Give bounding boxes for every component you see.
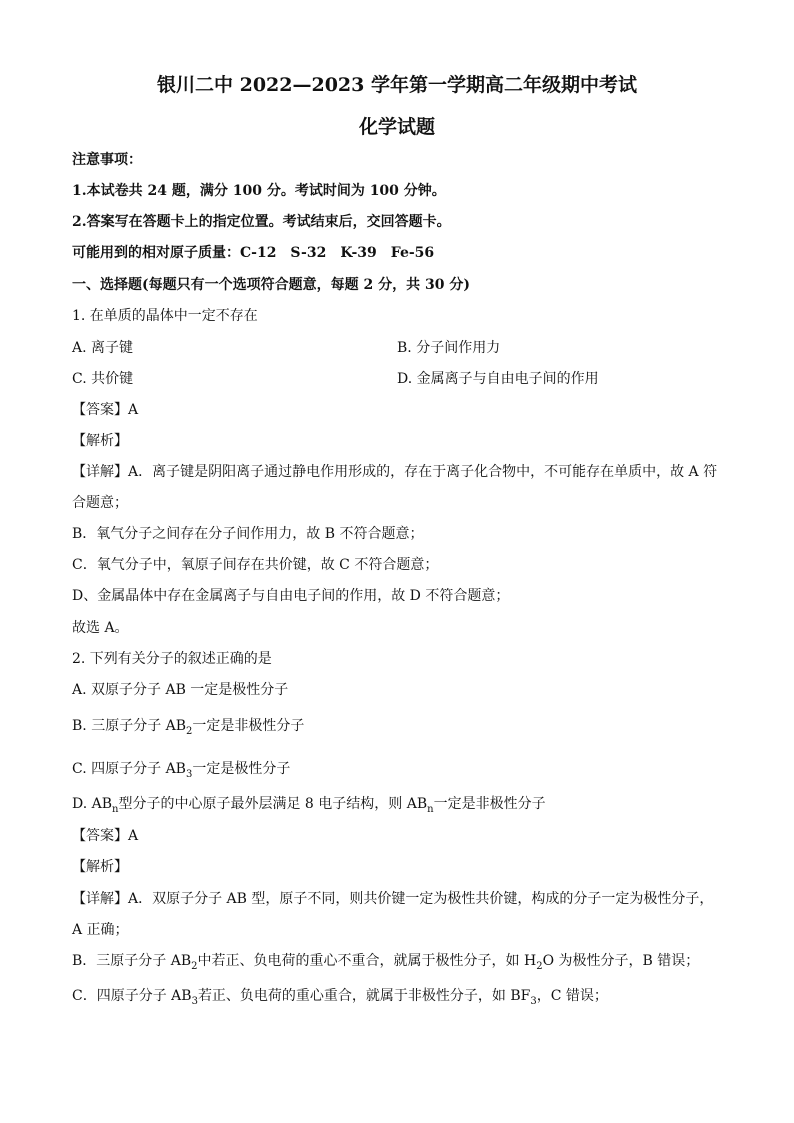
q2-answer: 【答案】A	[72, 828, 139, 844]
q2-detail-c-pre: C．四原子分子 AB	[72, 988, 192, 1004]
q2-detail-1: 【详解】A．双原子分子 AB 型，原子不同，则共价键一定为极性共价键，构成的分子一定为极性分子，	[72, 891, 714, 907]
q1-option-b: B. 分子间作用力	[397, 340, 501, 356]
q2-option-d	[72, 794, 546, 814]
q2-option-d-pre: D. AB	[72, 796, 113, 812]
atomic-masses: 可能用到的相对原子质量：C-12 S-32 K-39 Fe-56	[72, 245, 435, 261]
q1-detail-6: 故选 A。	[72, 620, 129, 636]
q1-detail-2: 合题意；	[72, 495, 128, 511]
q2-option-d-sub: n	[112, 803, 119, 815]
q2-detail-b-post: O 为极性分子，B 错误；	[542, 953, 700, 969]
q2-detail-c-mid: 若正、负电荷的重心重合，就属于非极性分子，如 BF	[197, 988, 531, 1004]
q1-detail-1: 【详解】A．离子键是阴阳离子通过静电作用形成的，存在于离子化合物中，不可能存在单质中，故 A 符	[72, 464, 718, 480]
q2-option-d-post: 一定是非极性分子	[433, 796, 546, 812]
q2-option-b-pre: B. 三原子分子 AB	[72, 718, 187, 734]
q2-option-c-sub: 3	[185, 768, 193, 780]
note-item-1: 1.本试卷共 24 题，满分 100 分。考试时间为 100 分钟。	[72, 183, 446, 199]
q2-option-c-post: 一定是极性分子	[192, 761, 291, 777]
notes-heading: 注意事项：	[72, 152, 142, 168]
q2-detail-b-sub2: 2	[536, 960, 543, 972]
q1-detail-4: C．氧气分子中，氧原子间存在共价键，故 C 不符合题意；	[72, 557, 439, 573]
q2-detail-b-pre: B．三原子分子 AB	[72, 953, 192, 969]
q1-option-d: D. 金属离子与自由电子间的作用	[397, 371, 599, 387]
q1-analysis: 【解析】	[72, 433, 128, 449]
q2-option-d-sub2: n	[427, 803, 434, 815]
q2-detail-c-sub: 3	[191, 995, 198, 1007]
q1-detail-3: B．氧气分子之间存在分子间作用力，故 B 不符合题意；	[72, 526, 424, 542]
section-heading: 一、选择题(每题只有一个选项符合题意，每题 2 分，共 30 分)	[72, 277, 470, 293]
q1-option-a: A. 离子键	[72, 340, 134, 356]
page-subtitle: 化学试题	[358, 116, 435, 138]
note-item-2: 2.答案写在答题卡上的指定位置。考试结束后，交回答题卡。	[72, 214, 451, 230]
q2-detail-b	[72, 951, 699, 971]
q2-option-b-post: 一定是非极性分子	[192, 718, 305, 734]
q2-stem: 2. 下列有关分子的叙述正确的是	[72, 651, 272, 667]
q1-answer: 【答案】A	[72, 402, 139, 418]
q2-detail-b-sub: 2	[191, 960, 198, 972]
q2-option-a: A. 双原子分子 AB 一定是极性分子	[72, 682, 289, 698]
q2-option-b-sub: 2	[186, 725, 193, 737]
q2-option-b	[72, 716, 304, 736]
q2-analysis: 【解析】	[72, 859, 128, 875]
q2-detail-2: A 正确；	[72, 922, 129, 938]
page-title: 银川二中 2022—2023 学年第一学期高二年级期中考试	[157, 74, 637, 96]
q1-detail-5: D、金属晶体中存在金属离子与自由电子间的作用，故 D 不符合题意；	[72, 588, 510, 604]
q2-detail-c	[72, 986, 608, 1006]
q2-option-c	[72, 759, 290, 779]
q1-stem: 1. 在单质的晶体中一定不存在	[72, 308, 258, 324]
q2-option-d-mid: 型分子的中心原子最外层满足 8 电子结构，则 AB	[118, 796, 428, 812]
q1-option-c: C. 共价键	[72, 371, 134, 387]
q2-option-c-pre: C. 四原子分子 AB	[72, 761, 186, 777]
q2-detail-c-sub2: 3	[530, 995, 537, 1007]
q2-detail-c-post: ，C 错误；	[536, 988, 608, 1004]
q2-detail-b-mid: 中若正、负电荷的重心不重合，就属于极性分子，如 H	[197, 953, 537, 969]
